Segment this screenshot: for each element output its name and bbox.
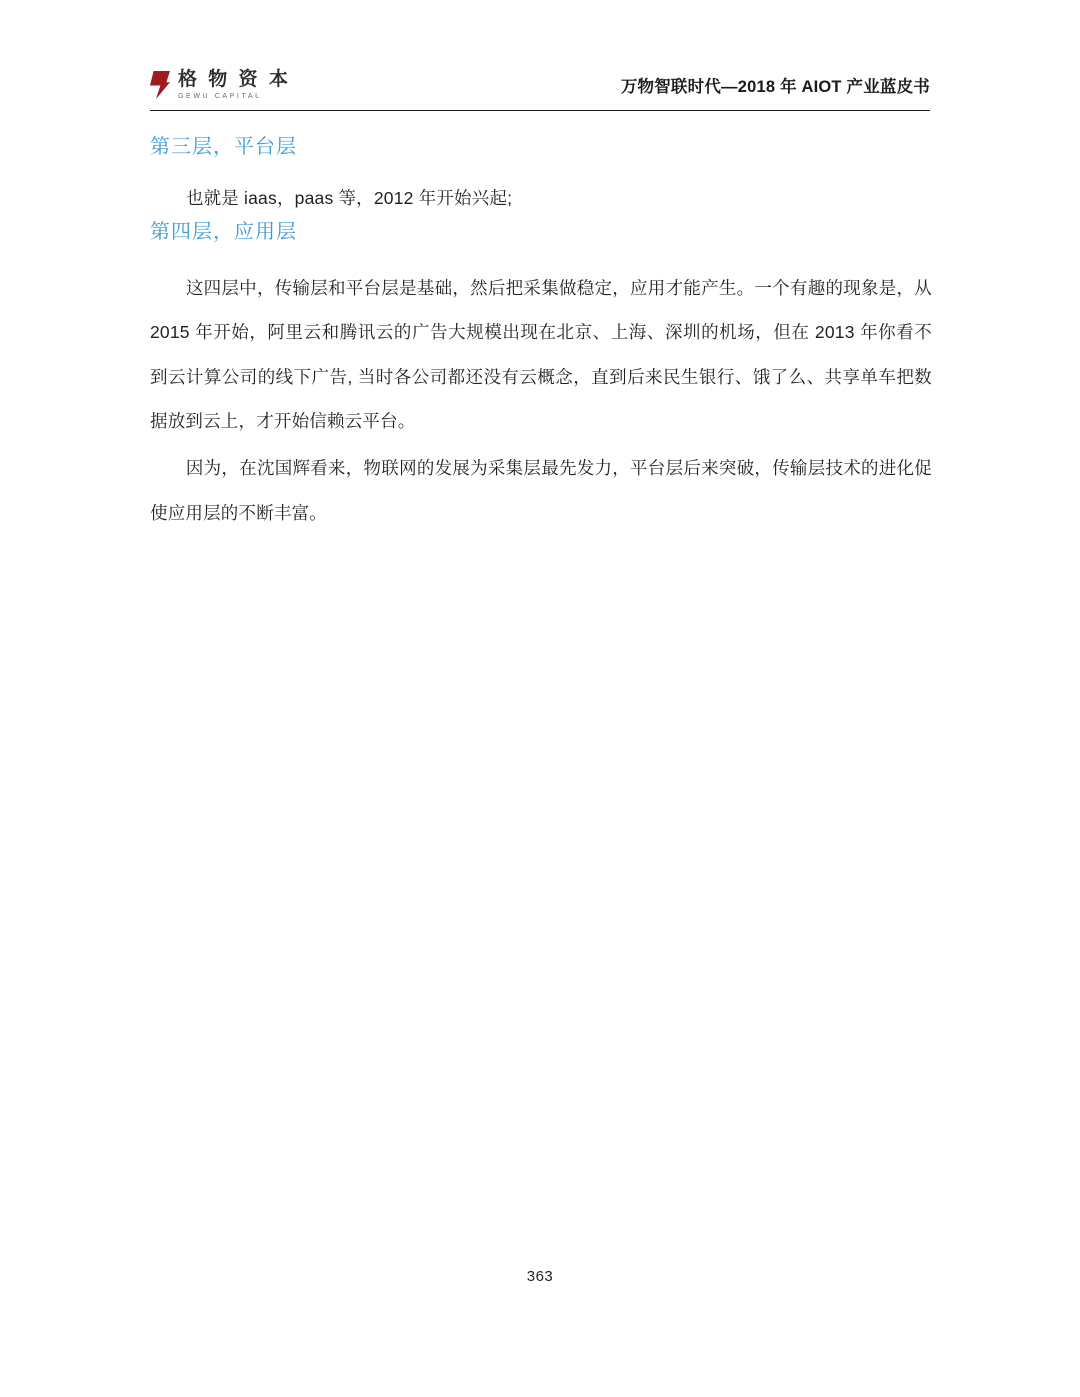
- document-title: 万物智联时代—2018 年 AIOT 产业蓝皮书: [620, 78, 930, 96]
- brand-name-cn: 格 物 资 本: [178, 69, 291, 90]
- paragraph-conclusion: 因为，在沈国辉看来，物联网的发展为采集层最先发力，平台层后来突破，传输层技术的进化促使应用层的不断丰富。: [150, 458, 932, 523]
- section-heading-layer-four: 第四层，应用层: [150, 220, 297, 243]
- page-header: [150, 58, 930, 112]
- brand-logo: [150, 70, 291, 100]
- document-body: [150, 133, 932, 535]
- page-number: 363: [526, 1268, 554, 1285]
- section-heading-layer-three: 第三层，平台层: [150, 136, 297, 158]
- flag-bookmark-icon: [150, 71, 170, 99]
- paragraph-four-layers: 这四层中，传输层和平台层是基础，然后把采集做稳定，应用才能产生。一个有趣的现象是，从 2015 年开始，阿里云和腾讯云的广告大规模出现在北京、上海、深圳的机场，但在 2013 年你看不到云计算公司的线下广告, 当时各公司都还没有云概念，直到后来民生银行、饿了么、共享单车把数据放到云上，才开始信赖云平台。: [150, 277, 932, 432]
- header-divider: [150, 110, 930, 111]
- brand-text: [178, 70, 291, 100]
- brand-name-en: GEWU CAPITAL: [178, 93, 262, 100]
- paragraph-platform-layer: 也就是 iaas，paas 等，2012 年开始兴起;: [185, 188, 513, 208]
